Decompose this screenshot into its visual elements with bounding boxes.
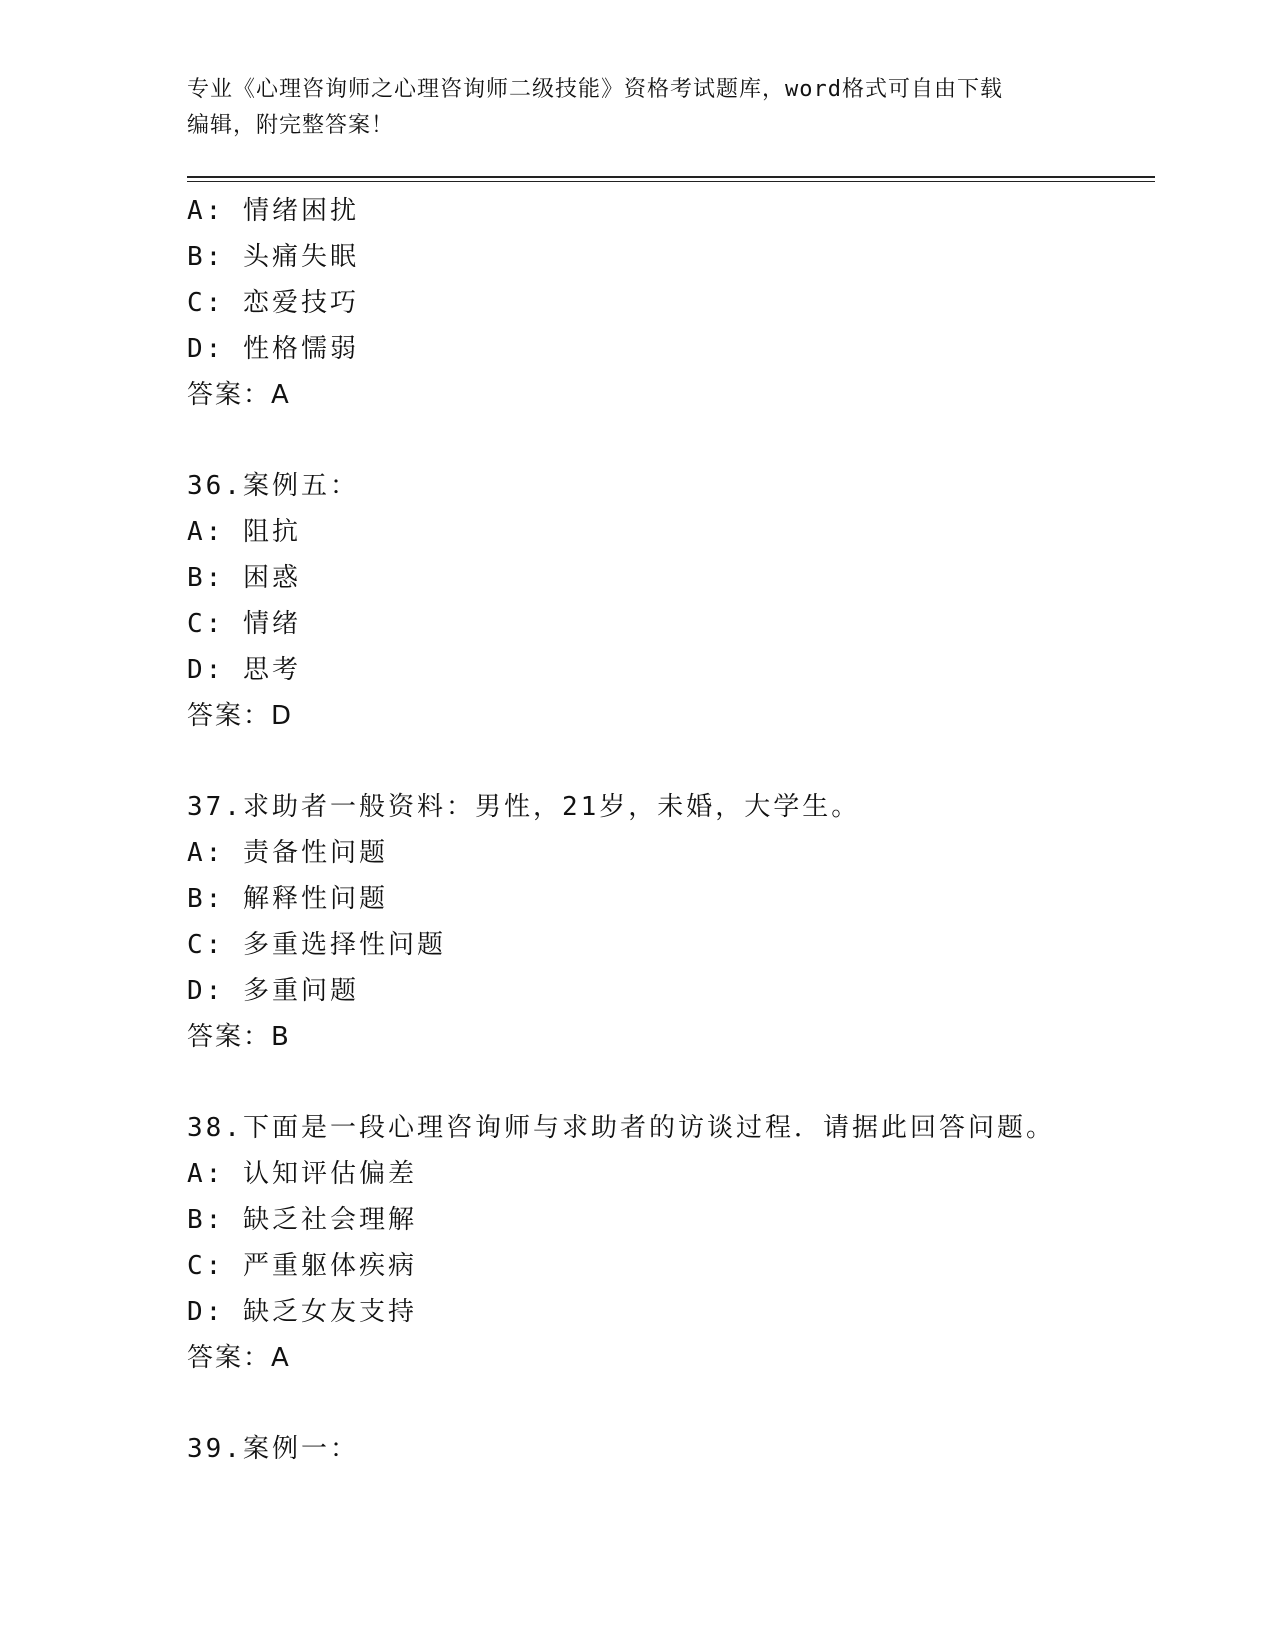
spacer (187, 739, 1155, 784)
question-list (187, 188, 1155, 1472)
option-c: C: 情绪 (187, 609, 301, 639)
option-a: A: 阻抗 (187, 517, 301, 547)
option-b: B: 头痛失眠 (187, 242, 359, 272)
option-b: B: 困惑 (187, 563, 301, 593)
question-35 (187, 188, 1155, 418)
header-divider-thin (187, 181, 1155, 182)
question-38 (187, 1105, 1155, 1381)
option-b: B: 缺乏社会理解 (187, 1205, 417, 1235)
option-a: A: 认知评估偏差 (187, 1159, 417, 1189)
question-title: 36.案例五： (187, 471, 359, 501)
question-36 (187, 463, 1155, 739)
header-divider-thick (187, 176, 1155, 178)
answer: 答案：A (187, 380, 291, 410)
option-d: D: 性格懦弱 (187, 334, 359, 364)
option-b: B: 解释性问题 (187, 884, 388, 914)
option-d: D: 多重问题 (187, 976, 359, 1006)
question-title: 39.案例一： (187, 1434, 359, 1464)
document-header (187, 72, 1087, 144)
spacer (187, 1381, 1155, 1426)
spacer (187, 418, 1155, 463)
answer: 答案：B (187, 1022, 291, 1052)
header-line-2: 编辑，附完整答案！ (187, 113, 395, 138)
spacer (187, 1060, 1155, 1105)
option-d: D: 缺乏女友支持 (187, 1297, 417, 1327)
question-37 (187, 784, 1155, 1060)
option-a: A: 情绪困扰 (187, 196, 359, 226)
question-title: 38.下面是一段心理咨询师与求助者的访谈过程．请据此回答问题。 (187, 1113, 1055, 1143)
answer: 答案：A (187, 1343, 291, 1373)
option-d: D: 思考 (187, 655, 301, 685)
option-a: A: 责备性问题 (187, 838, 388, 868)
answer: 答案：D (187, 701, 294, 731)
question-39 (187, 1426, 1155, 1472)
option-c: C: 多重选择性问题 (187, 930, 446, 960)
option-c: C: 严重躯体疾病 (187, 1251, 417, 1281)
question-title: 37.求助者一般资料：男性，21岁，未婚，大学生。 (187, 792, 861, 822)
option-c: C: 恋爱技巧 (187, 288, 359, 318)
header-line-1: 专业《心理咨询师之心理咨询师二级技能》资格考试题库，word格式可自由下载 (187, 77, 1003, 102)
